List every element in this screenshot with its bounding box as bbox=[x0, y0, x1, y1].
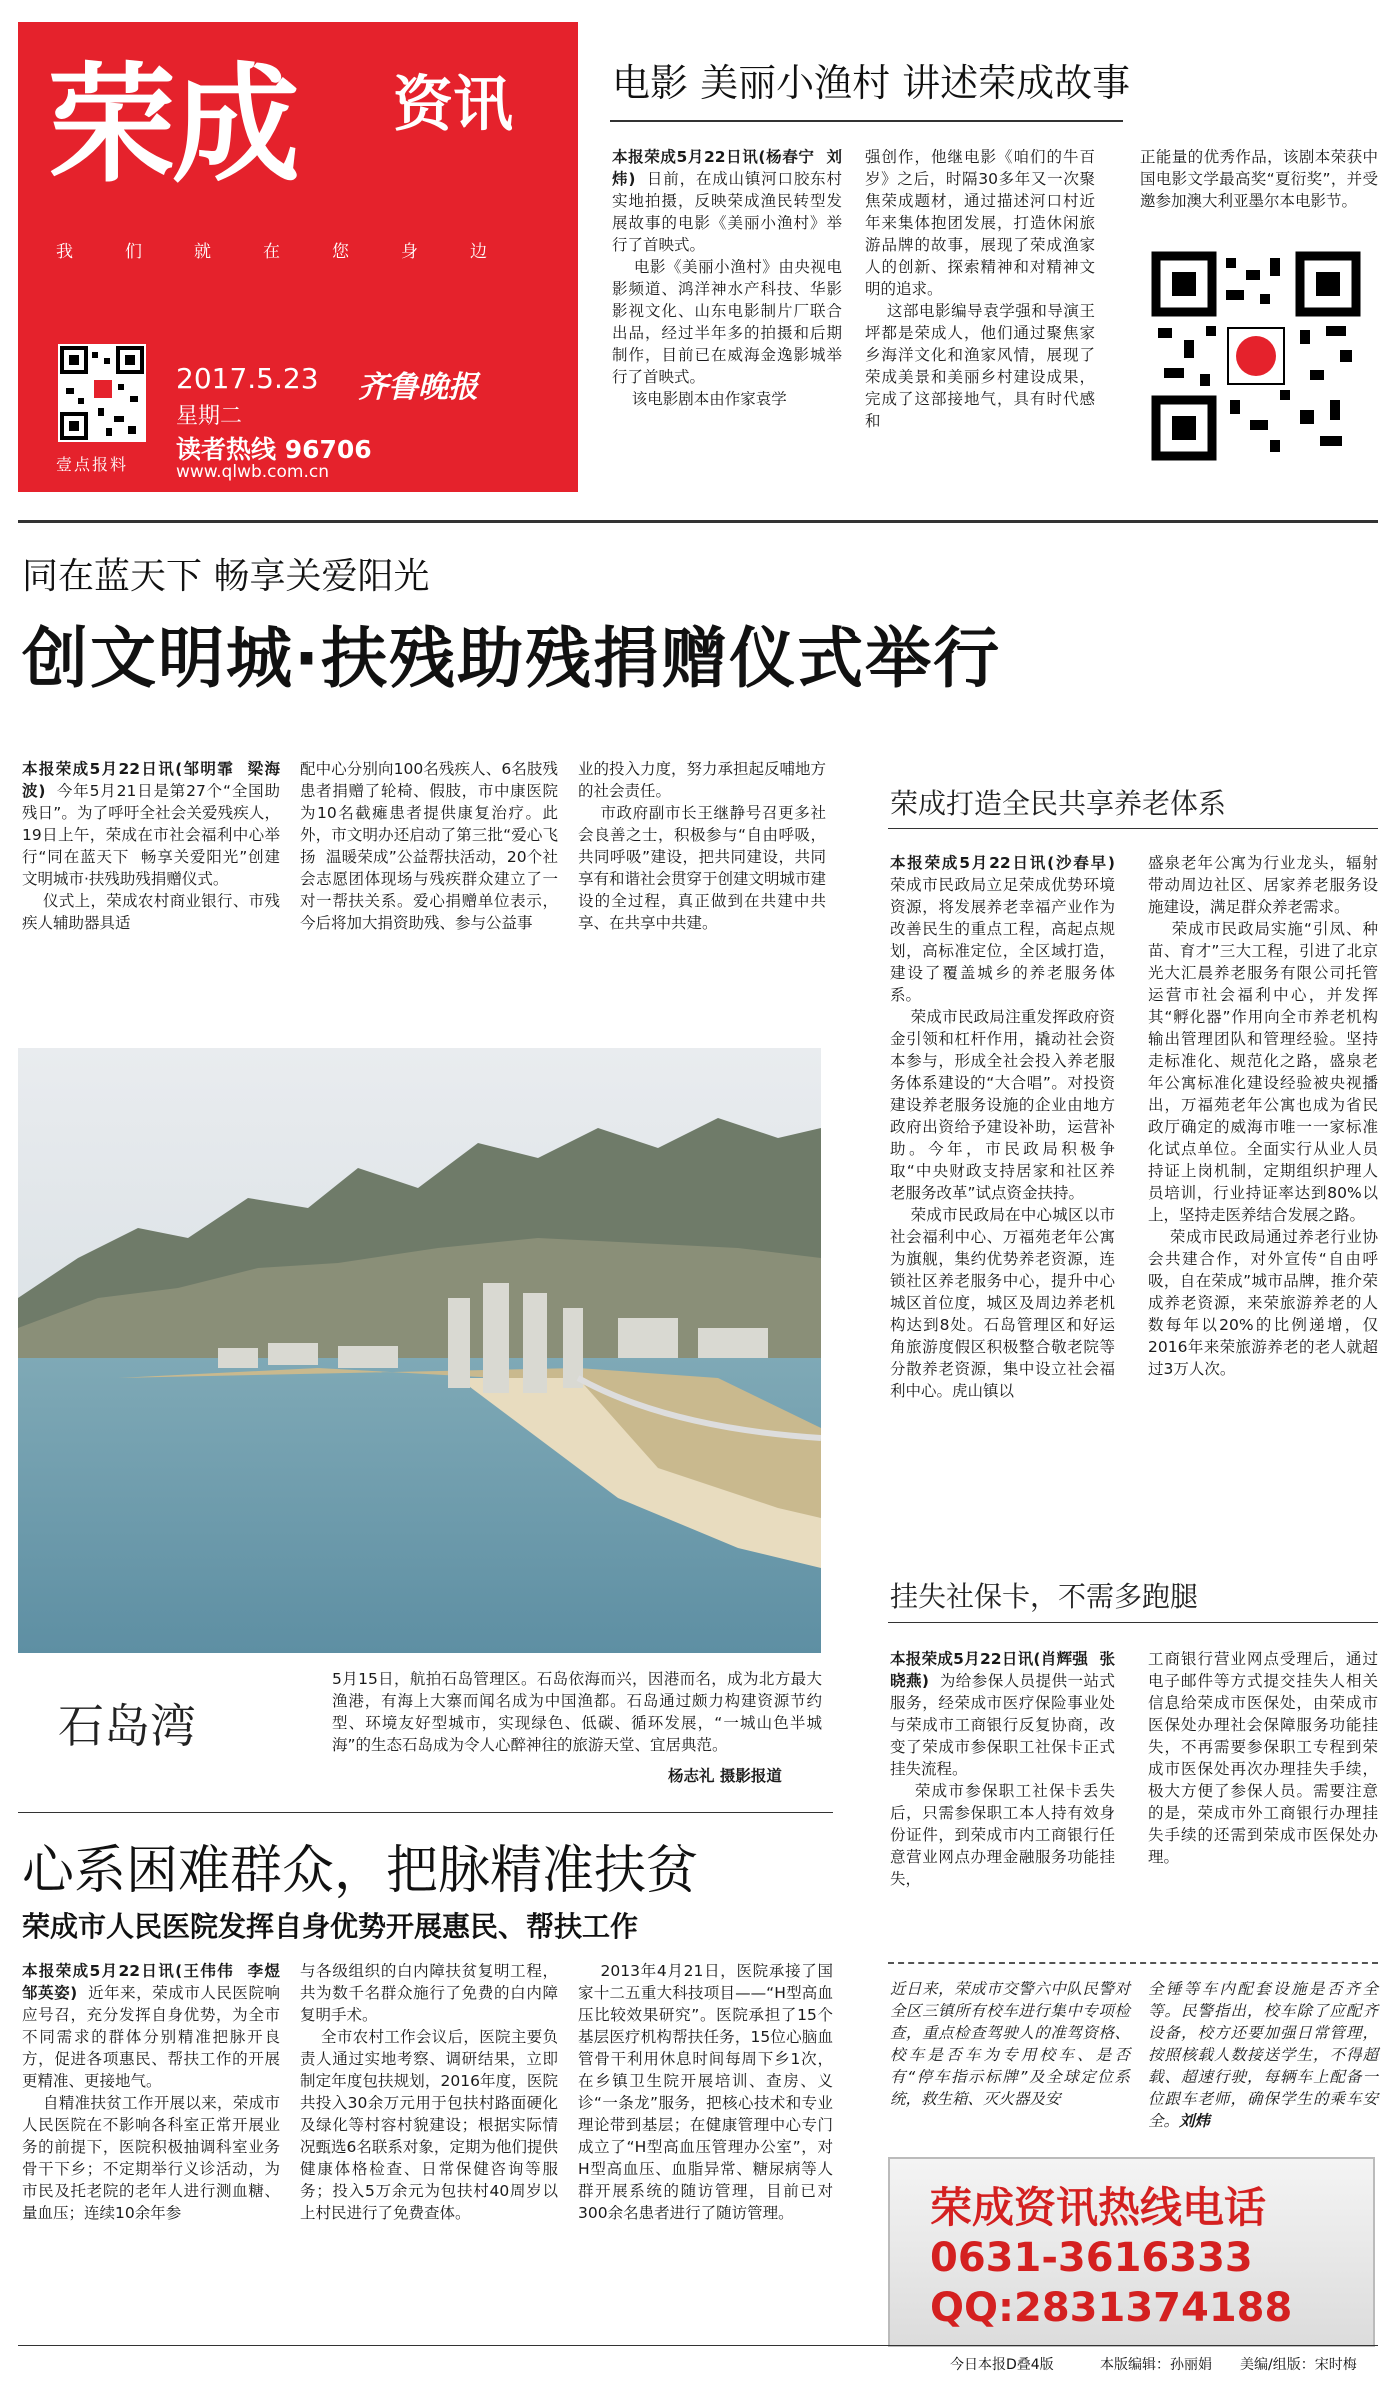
divider bbox=[888, 1962, 1378, 1964]
tagline: 我们就在您身边 bbox=[56, 242, 539, 262]
social-headline: 挂失社保卡，不需多跑腿 bbox=[890, 1580, 1199, 1613]
traffic-col-2 bbox=[1148, 1978, 1378, 2148]
reader-hotline: 读者热线 96706 bbox=[176, 435, 372, 464]
website-link[interactable]: www.qlwb.com.cn bbox=[176, 462, 329, 482]
issue-date: 2017.5.23 bbox=[176, 362, 319, 395]
footer-editor: 本版编辑：孙丽娟 bbox=[1100, 2357, 1212, 2373]
aerial-photo bbox=[18, 1048, 821, 1653]
film-lead: 本报荣成5月22日讯(杨春宁 刘炜) bbox=[612, 148, 842, 188]
disabled-lead: 本报荣成5月22日讯(邹明霏 梁海波) bbox=[22, 760, 280, 800]
divider bbox=[888, 828, 1378, 829]
film-body-1: 日前，在成山镇河口胶东村实地拍摄，反映荣成渔民转型发展故事的电影《美丽小渔村》举行了首映式。 电影《美丽小渔村》由央视电影频道、鸿洋神水产科技、华影影视文化、山东电影制片厂联合出品，经过半年多的拍摄和后期制作，目前已在威海金逸影城举行了首映式。 该电影剧本由作家袁学 bbox=[612, 170, 842, 408]
social-col-1 bbox=[890, 1648, 1115, 1938]
divider bbox=[610, 120, 1123, 122]
footer-design: 美编/组版：宋时梅 bbox=[1240, 2357, 1357, 2373]
hospital-col-3: 2013年4月21日，医院承接了国家十二五重大科技项目——“H型高血压比较效果研究”。医院承担了15个基层医疗机构帮扶任务，15位心脑血管骨干利用休息时间每周下乡1次，在乡镇卫生院开展培训、查房、义诊“一条龙”服务，把核心技术和专业理论带到基层；在健康管理中心专门成立了“H型高血压管理办公室”，对H型高血压、血脂异常、糖尿病等人群开展系统的随访管理，目前已对300余名患者进行了随访管理。 bbox=[578, 1962, 833, 2222]
ad-phone: 0631-3616333 bbox=[930, 2235, 1253, 2281]
footer-edition: 今日本报D叠4版 bbox=[950, 2357, 1054, 2373]
film-col-2: 强创作，他继电影《咱们的牛百岁》之后，时隔30多年又一次聚焦荣成题材，通过描述河口村近年来集体抱团发展，打造休闲旅游品牌的故事，展现了荣成渔家人的创新、探索精神和对精神文明的追求。 这部电影编导袁学强和导演王坪都是荣成人，他们通过聚焦家乡海洋文化和渔家风情，展现了荣成美景和美丽乡村建设成果，完成了这部接地气，具有时代感和 bbox=[865, 148, 1095, 430]
hospital-headline: 心系困难群众，把脉精准扶贫 bbox=[22, 1841, 699, 1901]
divider bbox=[888, 1622, 1378, 1623]
social-body-1: 为给参保人员提供一站式服务，经荣成市医疗保险事业处与荣成市工商银行反复协商，改变了荣成市参保职工社保卡正式挂失流程。 荣成市参保职工社保卡丢失后，只需参保职工本人持有效身份证件，到荣成市内工商银行任意营业网点办理金融服务功能挂失， bbox=[890, 1672, 1115, 1888]
photo-caption: 5月15日，航拍石岛管理区。石岛依海而兴，因港而名，成为北方最大渔港，有海上大寨而闻名成为中国渔都。石岛通过颇力构建资源节约型、环境友好型城市，实现绿色、低碳、循环发展，“一城山色半城海”的生态石岛成为令人心醉神往的旅游天堂、宜居典范。 bbox=[332, 1670, 822, 1754]
hospital-body-1: 近年来，荣成市人民医院响应号召，充分发挥自身优势，为全市不同需求的群体分别精准把脉开良方，促进各项惠民、帮扶工作的开展更精准、更接地气。 自精准扶贫工作开展以来，荣成市人民医院在不影响各科室正常开展业务的前提下，医院积极抽调科室业务骨干下乡；不定期举行义诊活动，为市民及托老院的老年人进行测血糖、量血压；连续10余年参 bbox=[22, 1984, 280, 2222]
divider bbox=[18, 1812, 833, 1813]
hospital-col-1 bbox=[22, 1960, 291, 2330]
hospital-col-2: 与各级组织的白内障扶贫复明工程，共为数千名群众施行了免费的白内障复明手术。 全市农村工作会议后，医院主要负责人通过实地考察、调研结果，立即制定年度包扶规划，2016年度，医院共投入30余万元用于包扶村路面硬化及绿化等村容村貌建设；根据实际情况甄选6名联系对象，定期为他们提供健康体格检查、日常保健咨询等服务；投入5万余元为包扶村40周岁以上村民进行了免费查体。 bbox=[300, 1962, 558, 2222]
elder-col-2: 盛泉老年公寓为行业龙头，辐射带动周边社区、居家养老服务设施建设，满足群众养老需求。 荣成市民政局实施“引凤、种苗、育才”三大工程，引进了北京光大汇晨养老服务有限公司托管运营市社会福利中心，并发挥其“孵化器”作用向全市养老机构输出管理团队和管理经验。坚持走标准化、规范化之路，盛泉老年公寓标准化建设经验被央视播出，万福苑老年公寓也成为省民政厅确定的威海市唯一一家标准化试点单位。全面实行从业人员持证上岗机制，定期组织护理人员培训，行业持证率达到80%以上，坚持走医养结合发展之路。 荣成市民政局通过养老行业协会共建合作，对外宣传“自由呼吸，自在荣成”城市品牌，推介荣成养老资源，来荣旅游养老的人数每年以20%的比例递增，仅2016年来荣旅游养老的老人就超过3万人次。 bbox=[1148, 854, 1378, 1378]
disabled-body-1: 今年5月21日是第27个“全国助残日”。为了呼吁全社会关爱残疾人，19日上午，荣成在市社会福利中心举行“同在蓝天下 畅享关爱阳光”创建文明城市·扶残助残捐赠仪式。 仪式上，荣成农村商业银行、市残疾人辅助器具适 bbox=[22, 782, 280, 932]
qr-label: 壹点报料 bbox=[56, 455, 129, 474]
paper-name: 齐鲁晚报 bbox=[358, 370, 478, 405]
traffic-col-1: 近日来，荣成市交警六中队民警对全区三镇所有校车进行集中专项检查，重点检查驾驶人的准驾资格、校车是否车为专用校车、是否有“停车指示标牌”及全球定位系统，救生箱、灭火器及安 bbox=[890, 1980, 1130, 2108]
disabled-col-2: 配中心分别向100名残疾人、6名肢残患者捐赠了轮椅、假肢，市中康医院为10名截瘫患者提供康复治疗。此外，市文明办还启动了第三批“爱心飞扬 温暖荣成”公益帮扶活动，20个社会志愿团体现场与残疾群众建立了一对一帮扶关系。爱心捐赠单位表示，今后将加大捐资助残、参与公益事 bbox=[300, 760, 558, 932]
ad-qq: QQ:2831374188 bbox=[930, 2285, 1293, 2331]
elder-col-1 bbox=[890, 852, 1115, 1572]
traffic-body-2: 全锤等车内配套设施是否齐全等。民警指出，校车除了应配齐设备，校方还要加强日常管理，按照核载人数接送学生，不得超载、超速行驶，每辆车上配备一位跟车老师，确保学生的乘车安全。 bbox=[1148, 1980, 1378, 2130]
social-lead: 本报荣成5月22日讯(肖辉强 张晓燕) bbox=[890, 1650, 1115, 1690]
film-qr-code-icon[interactable] bbox=[1150, 250, 1362, 462]
hospital-lead: 本报荣成5月22日讯(王伟伟 李煜 邹英姿) bbox=[22, 1962, 291, 2002]
masthead bbox=[18, 22, 578, 492]
logo-main: 荣成 bbox=[48, 51, 297, 200]
disabled-kicker: 同在蓝天下 畅享关爱阳光 bbox=[22, 556, 430, 597]
film-col-3: 正能量的优秀作品，该剧本荣获中国电影文学最高奖“夏衍奖”，并受邀参加澳大利亚墨尔本电影节。 bbox=[1140, 148, 1378, 210]
elder-body-1: 荣成市民政局立足荣成优势环境资源，将发展养老幸福产业作为改善民生的重点工程，高起点规划，高标准定位，全区域打造，建设了覆盖城乡的养老服务体系。 荣成市民政局注重发挥政府资金引领和杠杆作用，撬动社会资本参与，形成全社会投入养老服务体系建设的“大合唱”。对投资建设养老服务设施的企业由地方政府出资给予建设补助，运营补助。今年，市民政局积极争取“中央财政支持居家和社区养老服务改革”试点资金扶持。 荣成市民政局在中心城区以市社会福利中心、万福苑老年公寓为旗舰，集约优势养老资源，连锁社区养老服务中心，提升中心城区首位度，城区及周边养老机构达到8处。石岛管理区和好运角旅游度假区积极整合敬老院等分散养老资源，集中设立社会福利中心。虎山镇以 bbox=[890, 876, 1115, 1400]
disabled-headline: 创文明城·扶残助残捐赠仪式举行 bbox=[22, 620, 1002, 697]
disabled-col-1 bbox=[22, 758, 280, 998]
photo-title: 石岛湾 bbox=[58, 1699, 196, 1753]
film-headline: 电影 美丽小渔村 讲述荣成故事 bbox=[612, 61, 1131, 105]
traffic-author: 刘炜 bbox=[1179, 2112, 1211, 2130]
divider bbox=[18, 2345, 1378, 2346]
elder-headline: 荣成打造全民共享养老体系 bbox=[890, 787, 1227, 820]
elder-lead: 本报荣成5月22日讯(沙春早) bbox=[890, 854, 1115, 872]
social-col-2: 工商银行营业网点受理后，通过电子邮件等方式提交挂失人相关信息给荣成市医保处，由荣成市医保处办理社会保障服务功能挂失，不再需要参保职工专程到荣成市医保处再次办理挂失手续，极大方便了参保人员。需要注意的是，荣成市外工商银行办理挂失手续的还需到荣成市医保处办理。 bbox=[1148, 1650, 1378, 1866]
divider bbox=[18, 520, 1378, 523]
ad-title: 荣成资讯热线电话 bbox=[930, 2183, 1267, 2232]
logo-sub: 资讯 bbox=[393, 70, 513, 140]
issue-weekday: 星期二 bbox=[176, 404, 243, 429]
photo-credit: 杨志礼 摄影报道 bbox=[668, 1767, 782, 1785]
hospital-subhead: 荣成市人民医院发挥自身优势开展惠民、帮扶工作 bbox=[22, 1910, 639, 1943]
disabled-col-3: 业的投入力度，努力承担起反哺地方的社会责任。 市政府副市长王继静号召更多社会良善之士，积极参与“自由呼吸，共同呼吸”建设，把共同建设，共同享有和谐社会贯穿于创建文明城市建设的全过程，真正做到在共建中共享、在共享中共建。 bbox=[578, 760, 827, 932]
film-col-1 bbox=[612, 146, 842, 476]
hotline-ad[interactable] bbox=[888, 2157, 1375, 2347]
qr-code-icon[interactable] bbox=[58, 344, 146, 442]
